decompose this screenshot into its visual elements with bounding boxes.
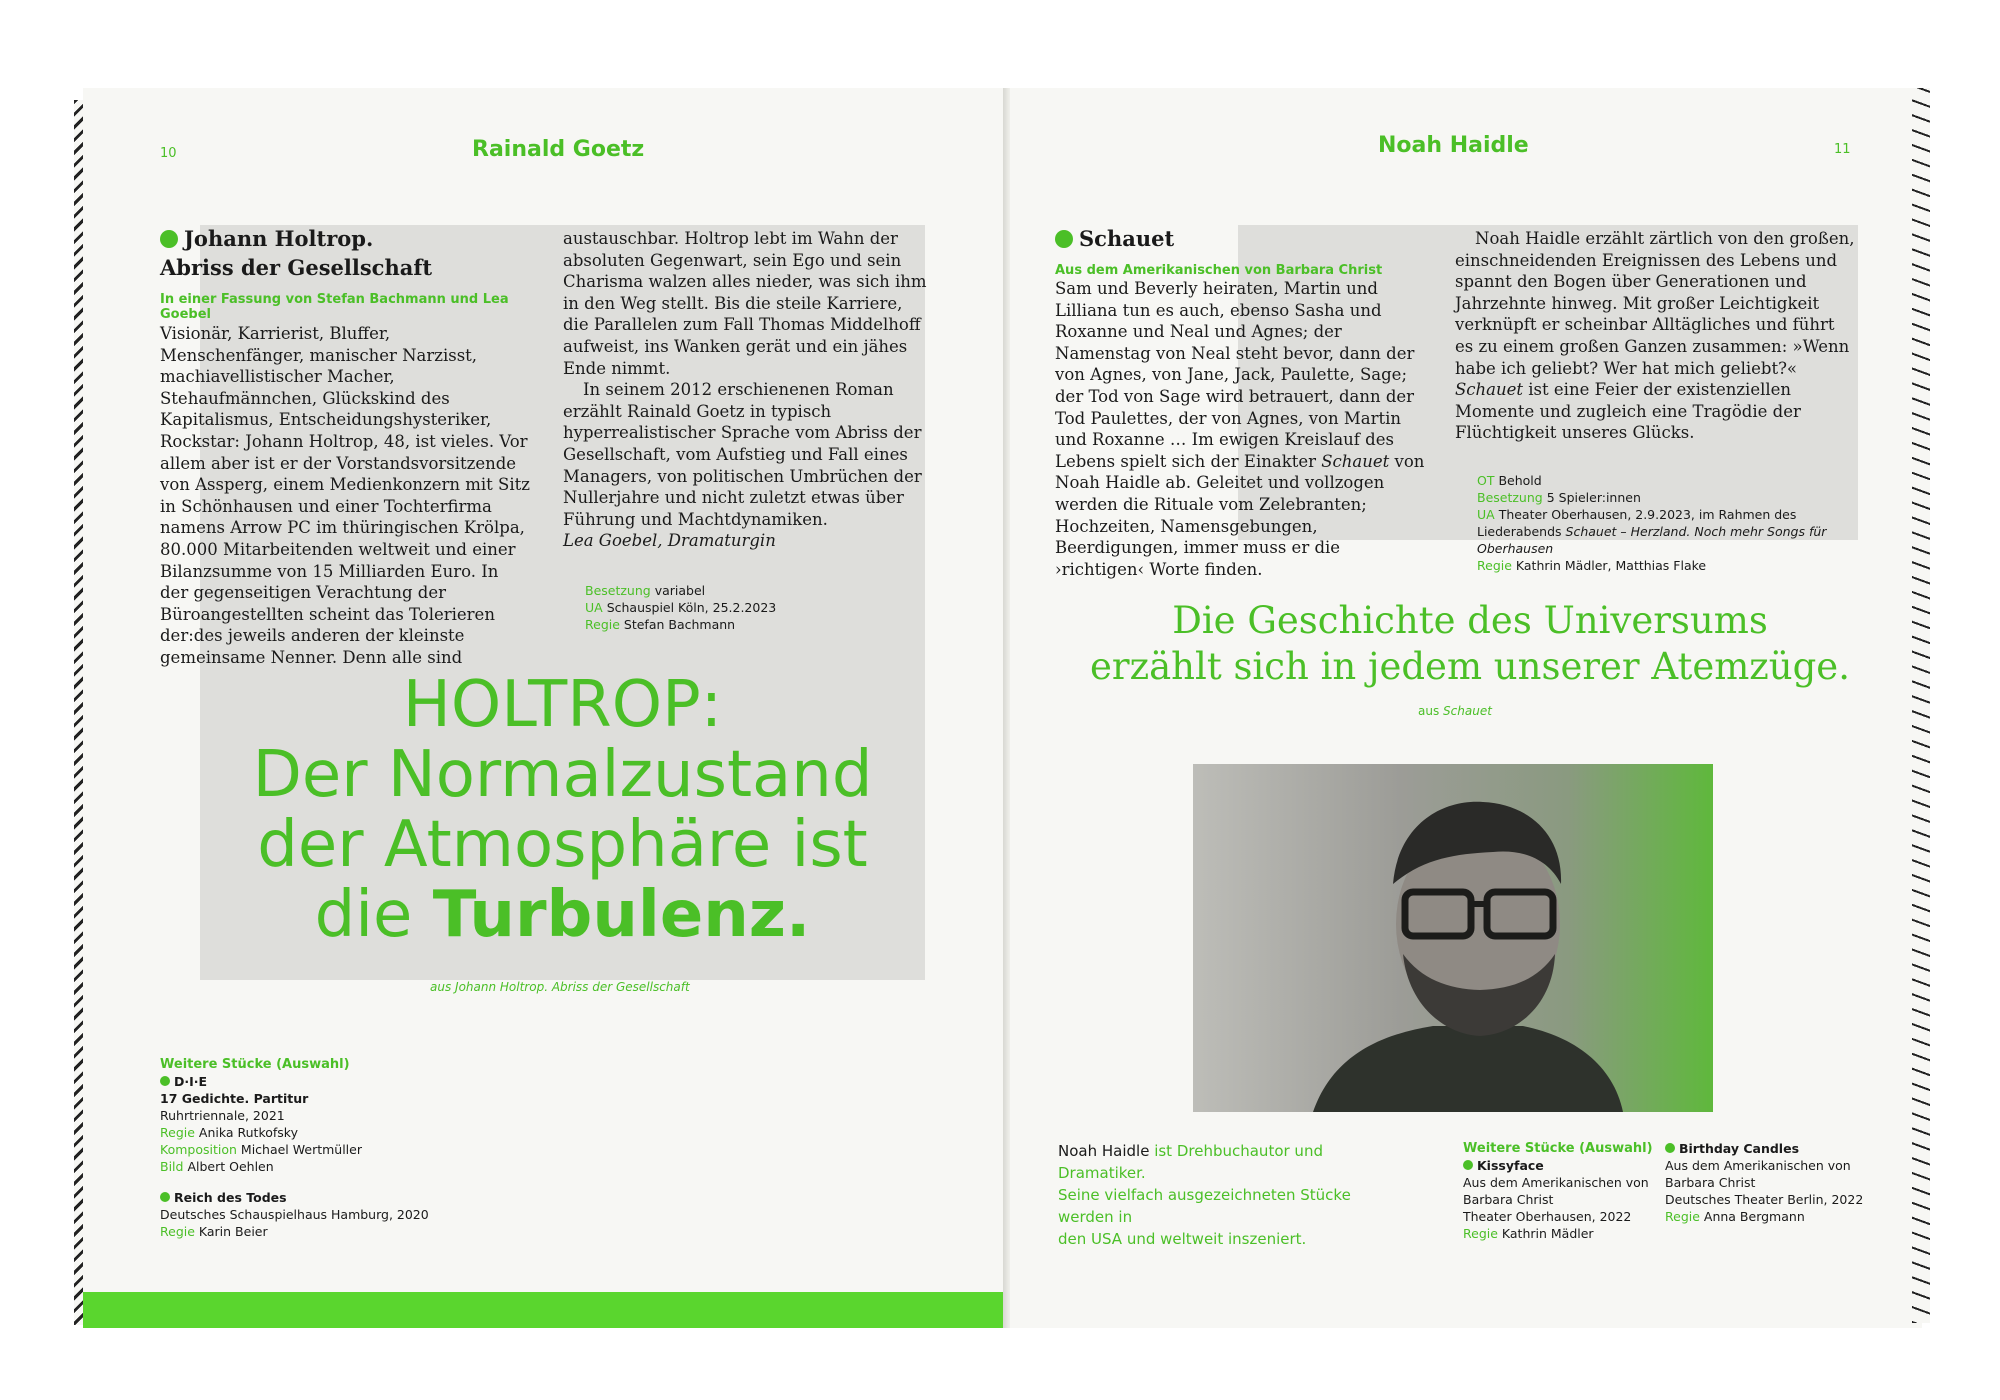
show-through-shadow (1180, 700, 1240, 740)
synopsis-col1: Sam und Beverly heiraten, Martin und Lilliana tun es auch, ebenso Sasha und Roxanne und Neal und Agnes; der Namenstag von Neal steht bevor, dann der von Agnes, von Jane, Jack, Paulette, Sage; der Tod von Sage wird betrauert, dann der Tod Paulettes, der von Agnes, von Martin und Roxanne … Im ewigen Kreislauf des Lebens spielt sich der Einakter Schauet von Noah Haidle ab. Geleitet und vollzogen werden die Rituale vom Zelebranten; Hochzeiten, Namensgebungen, Beerdigungen, immer muss er die ›richtigen‹ Worte finden. (1055, 279, 1425, 579)
work-venue: Theater Oberhausen, 2022 (1463, 1209, 1632, 1224)
play-entry-holtrop (160, 224, 530, 669)
work-title: Reich des Todes (160, 1189, 490, 1206)
signature: Lea Goebel, Dramaturgin (563, 531, 776, 551)
work-venue: Deutsches Schauspielhaus Hamburg, 2020 (160, 1207, 429, 1222)
page-number-left: 10 (160, 146, 177, 161)
green-dot-icon (160, 1192, 170, 1202)
green-dot-icon (1665, 1143, 1675, 1153)
green-page-edge (83, 1292, 1003, 1328)
work-credit: Regie Anika Rutkofsky (160, 1125, 298, 1140)
quote-source-left: aus Johann Holtrop. Abriss der Gesellschaft (430, 980, 690, 994)
version-note: In einer Fassung von Stefan Bachmann und Lea Goebel (160, 292, 509, 322)
synopsis-para2: In seinem 2012 erschienenen Roman erzählt Rainald Goetz in typisch hyperrealistischer Sprache vom Abriss der Gesellschaft, vom Aufstieg und Fall eines Managers, von politischen Umbrüchen der Nullerjahre und nicht zuletzt etwas über Führung und Machtdynamiken. (563, 380, 922, 529)
credit-row: Regie Stefan Bachmann (585, 616, 736, 632)
work-venue: Ruhrtriennale, 2021 (160, 1108, 285, 1123)
quote-line: Der Normalzustand (252, 738, 873, 812)
quote-source-right: aus Schauet (1418, 704, 1492, 718)
more-works-right-2 (1665, 1140, 1875, 1225)
synopsis-para: Noah Haidle erzählt zärtlich von den großen, einschneidenden Ereignissen des Lebens und spannt den Bogen über Generationen und Jahrzehnte hinweg. Mit großer Leichtigkeit verknüpft er scheinbar Alltägliches und führt es zu einem großen Ganzen zusammen: »Wenn habe ich geliebt? Wer hat mich geliebt?« Schauet ist eine Feier der existenziellen Momente und zugleich eine Tragödie der Flüchtigkeit unseres Glücks. (1455, 229, 1855, 443)
work-title: Birthday Candles (1665, 1140, 1875, 1157)
more-works-heading: Weitere Stücke (Auswahl) (1463, 1141, 1653, 1156)
quote-line: Die Geschichte des Universums (1172, 599, 1768, 642)
work-credit: Regie Anna Bergmann (1665, 1209, 1805, 1224)
work-credit: Bild Albert Oehlen (160, 1159, 274, 1174)
green-dot-icon (160, 230, 178, 248)
portrait-photo (1193, 764, 1713, 1112)
work-credit: Komposition Michael Wertmüller (160, 1142, 362, 1157)
work-title: D·I·E (160, 1073, 490, 1090)
synopsis-col2 (563, 228, 931, 633)
quote-line: erzählt sich in jedem unserer Atemzüge. (1090, 645, 1850, 688)
work-venue: Deutsches Theater Berlin, 2022 (1665, 1192, 1864, 1207)
play-entry-schauet (1055, 224, 1425, 580)
portrait-figure (1193, 764, 1713, 1112)
green-dot-icon (160, 1076, 170, 1086)
play-title: Schauet (1055, 224, 1425, 253)
pull-quote-schauet (1030, 598, 1910, 690)
book-gutter (1003, 88, 1010, 1328)
right-page-edge (1912, 88, 1930, 1323)
synopsis-para1: austauschbar. Holtrop lebt im Wahn der absoluten Gegenwart, sein Ego und sein Charisma walzen alles nieder, was sich ihm in den Weg stellt. Bis die steile Karriere, die Parallelen zum Fall Thomas Middelhoff aufweist, ins Wanken gerät und ein jähes Ende nimmt. (563, 229, 927, 378)
work-credit: Regie Karin Beier (160, 1224, 268, 1239)
translation-note: Aus dem Amerikanischen von Barbara Christ (1055, 263, 1383, 278)
page-number-right: 11 (1834, 142, 1851, 157)
work-translator: Barbara Christ (1665, 1175, 1756, 1190)
quote-line: HOLTROP: (402, 668, 723, 742)
work-translation: Aus dem Amerikanischen von (1665, 1158, 1851, 1173)
more-works-right-1 (1463, 1140, 1663, 1242)
credits-right (1477, 472, 1855, 574)
more-works-left (160, 1056, 490, 1240)
more-works-heading: Weitere Stücke (Auswahl) (160, 1057, 350, 1072)
quote-line: die Turbulenz. (314, 878, 811, 952)
credit-row: Besetzung variabel (585, 582, 706, 598)
work-subtitle: 17 Gedichte. Partitur (160, 1091, 309, 1106)
work-title: Kissyface (1463, 1157, 1663, 1174)
synopsis-col1: Visionär, Karrierist, Bluffer, Menschenfänger, manischer Narzisst, machiavellistischer Macher, Stehaufmännchen, Glückskind des Kapitalismus, Entscheidungshysteriker, Rockstar: Johann Holtrop, 48, ist vieles. Vor allem aber ist er der Vorstandsvorsitzende von Assperg, einem Medienkonzern mit Sitz in Schönhausen und einer Tochterfirma namens Arrow PC im thüringischen Krölpa, 80.000 Mitarbeitenden weltweit und einer Bilanzsumme von 15 Milliarden Euro. In der gegenseitigen Verachtung der Büroangestellten scheint das Tolerieren der:des jeweils anderen der kleinste gemeinsame Nenner. Denn alle sind (160, 324, 530, 667)
running-head-left: Rainald Goetz (472, 137, 645, 162)
green-dot-icon (1463, 1160, 1473, 1170)
play-title: Johann Holtrop. Abriss der Gesellschaft (160, 226, 433, 280)
credit-row: Besetzung 5 Spieler:innen (1477, 489, 1641, 505)
work-credit: Regie Kathrin Mädler (1463, 1226, 1594, 1241)
synopsis-col2-right (1455, 228, 1855, 574)
quote-line: der Atmosphäre ist (257, 808, 868, 882)
pull-quote-holtrop (200, 670, 925, 950)
work-translator: Barbara Christ (1463, 1192, 1554, 1207)
author-bio: Noah Haidle ist Drehbuchautor und Dramatiker. Seine vielfach ausgezeichneten Stücke werden in den USA und weltweit inszeniert. (1058, 1142, 1351, 1248)
work-translation: Aus dem Amerikanischen von (1463, 1175, 1649, 1190)
credit-row: UA Schauspiel Köln, 25.2.2023 (585, 599, 777, 615)
credit-row: OT Behold (1477, 472, 1542, 488)
credit-row: Regie Kathrin Mädler, Matthias Flake (1477, 557, 1707, 573)
green-dot-icon (1055, 230, 1073, 248)
running-head-right: Noah Haidle (1378, 133, 1529, 158)
credit-row: UA Theater Oberhausen, 2.9.2023, im Rahmen des Liederabends Schauet – Herzland. Noch mehr Songs für Oberhausen (1477, 506, 1827, 556)
credits-left (585, 582, 931, 633)
